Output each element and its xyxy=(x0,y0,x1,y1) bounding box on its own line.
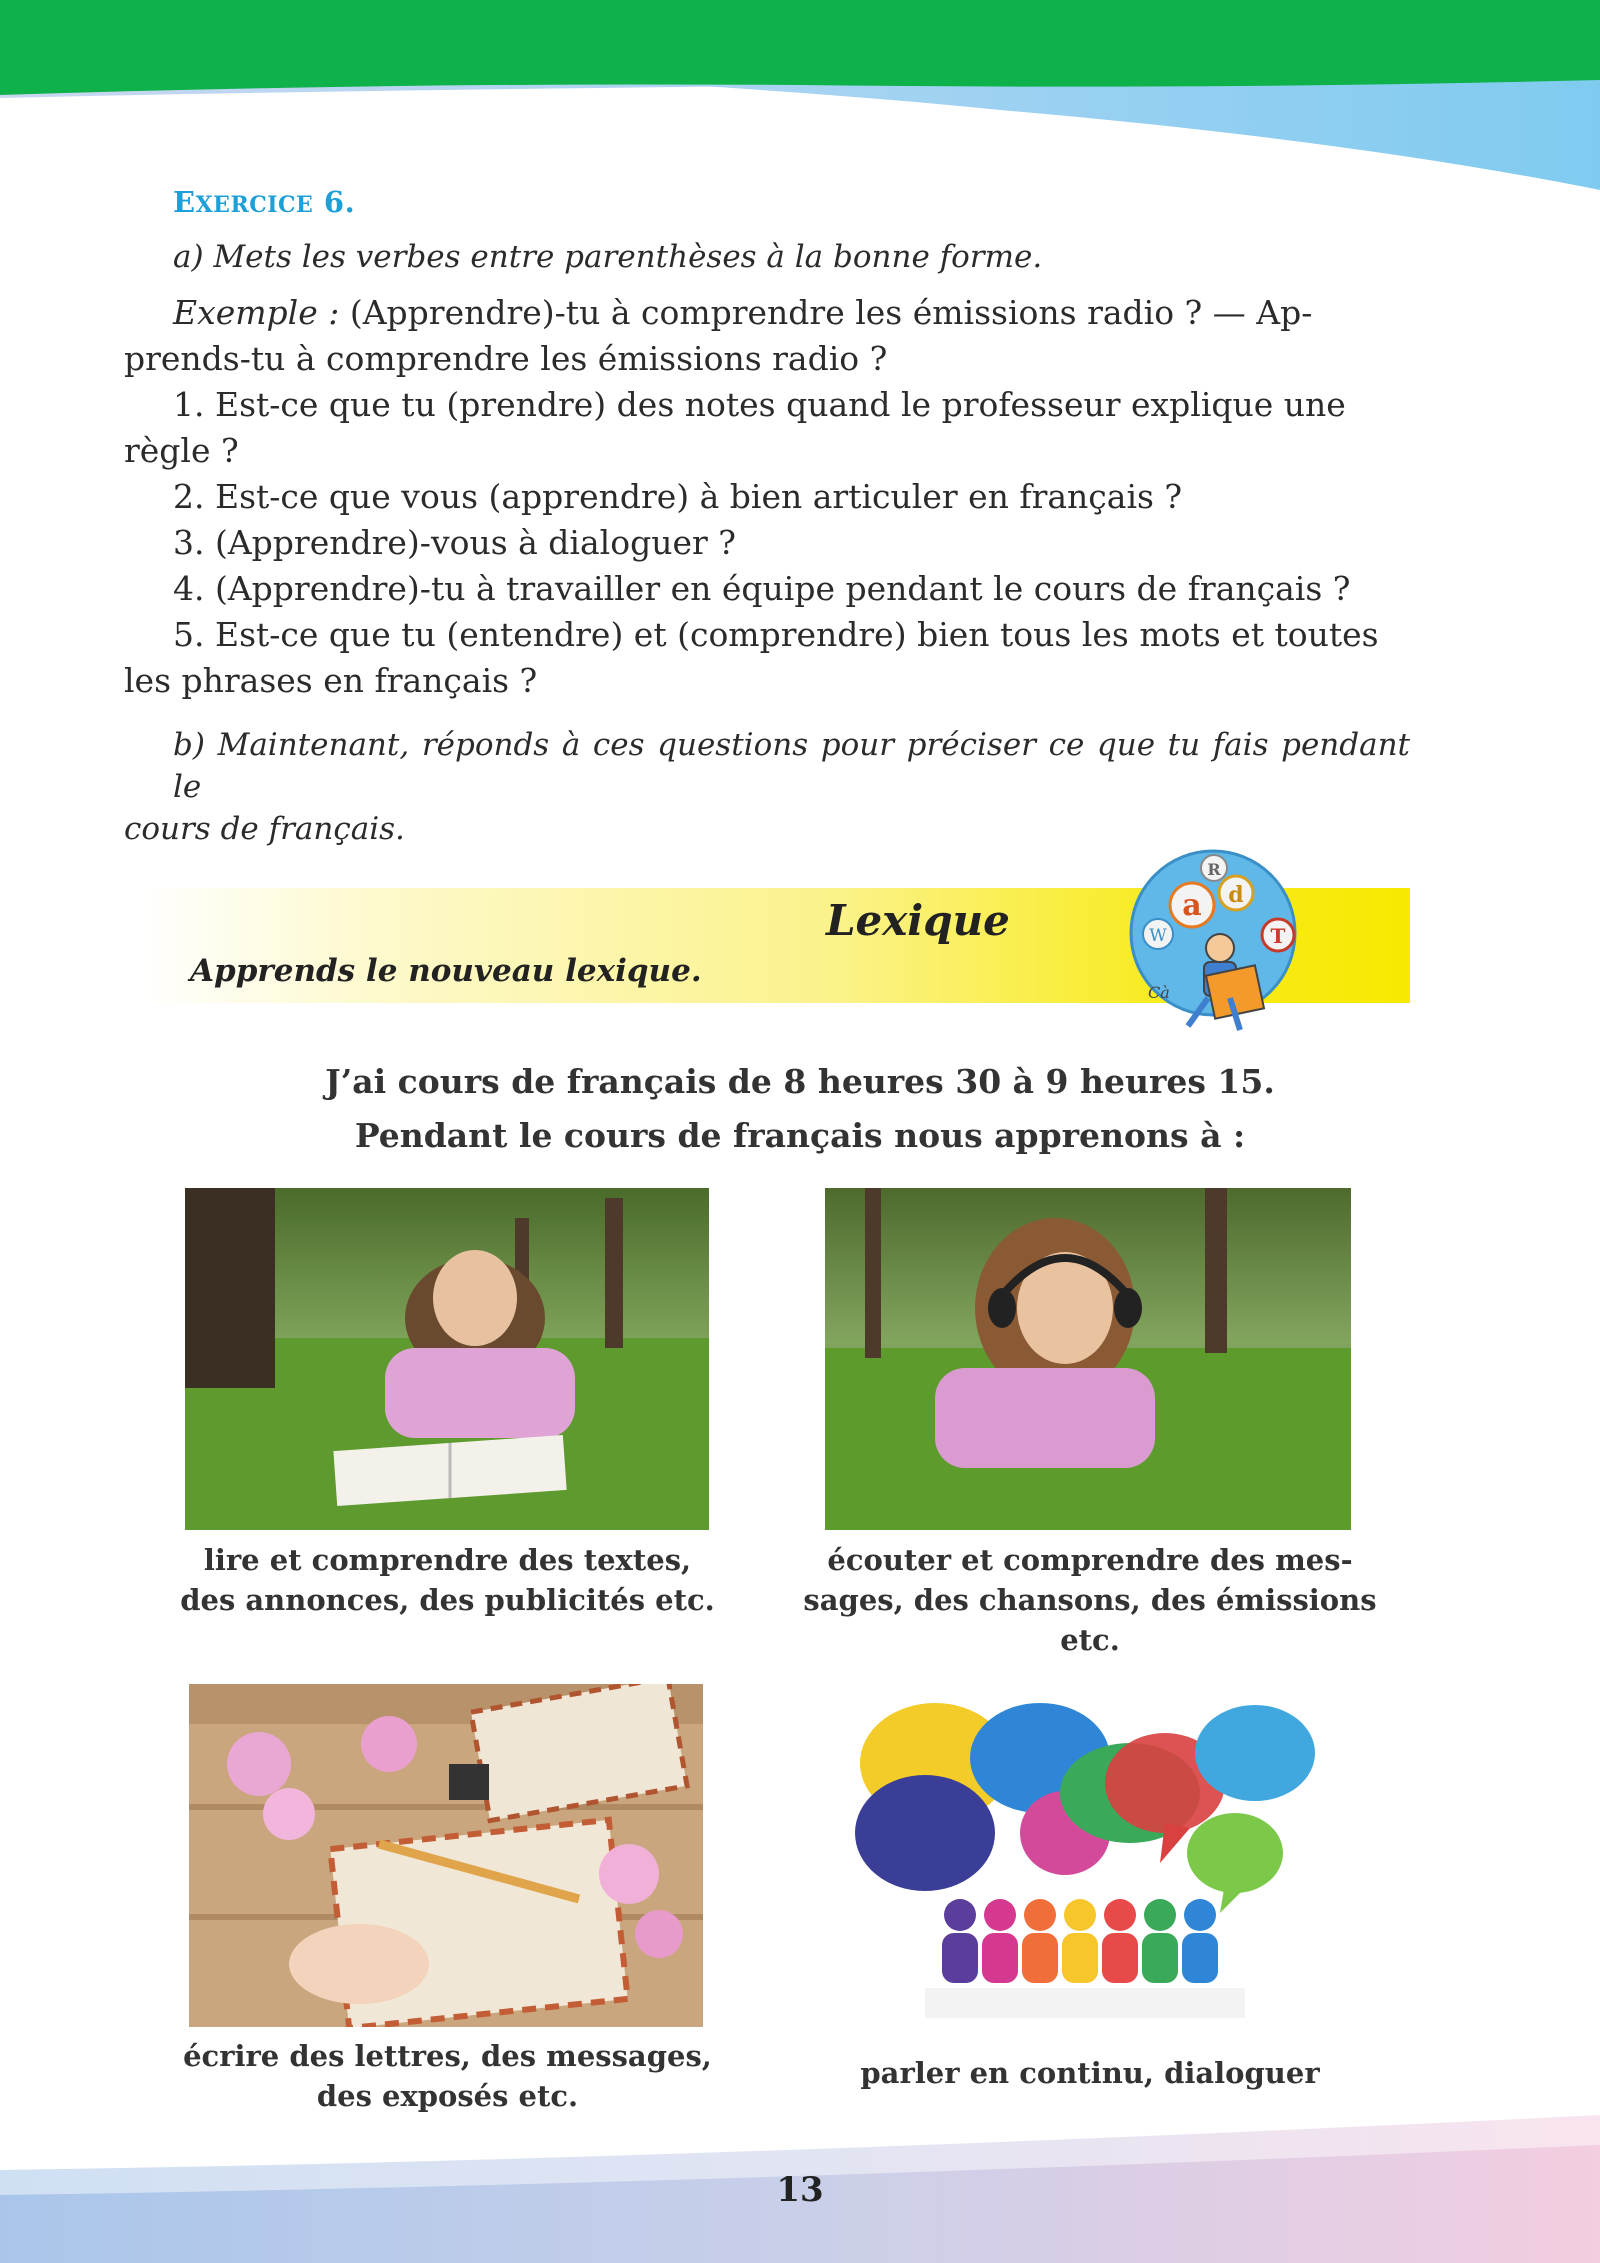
exercise-title-initial: E xyxy=(173,185,196,219)
reading-caption xyxy=(160,1540,735,1620)
letter-w: W xyxy=(1149,926,1167,946)
reading-caption-line-2: des annonces, des publicités etc. xyxy=(180,1583,715,1617)
reading-caption-line-1: lire et comprendre des textes, xyxy=(203,1543,692,1577)
part-a-instruction xyxy=(124,236,1410,278)
exercise-title-smallcaps: XERCICE xyxy=(195,192,314,218)
reading-girl-photo xyxy=(185,1188,709,1530)
example-text-1: (Apprendre)-tu à comprendre les émissions radio ? — Ap- xyxy=(349,293,1313,332)
exercise-body xyxy=(124,290,1410,704)
example-line xyxy=(124,290,1410,336)
letter-t: T xyxy=(1270,924,1286,948)
lexique-title: Lexique xyxy=(826,896,1010,945)
part-a-label: a) xyxy=(173,239,204,275)
item-1-line-2: règle ? xyxy=(124,431,239,470)
letter-d: d xyxy=(1228,882,1244,908)
listening-caption-line-1: écouter et comprendre des mes- xyxy=(827,1543,1353,1577)
part-b-instruction xyxy=(124,724,1410,850)
listening-caption xyxy=(790,1540,1390,1660)
speaking-caption xyxy=(790,2053,1390,2093)
lexique-letters-icon xyxy=(1118,848,1308,1038)
listening-caption-line-2: sages, des chansons, des émissions xyxy=(803,1583,1377,1617)
writing-caption-line-1: écrire des lettres, des messages, xyxy=(183,2039,712,2073)
lexique-subtitle: Apprends le nouveau lexique. xyxy=(190,953,702,989)
header-decoration xyxy=(0,0,1600,200)
item-5-line-1: 5. Est-ce que tu (entendre) et (comprendre) bien tous les mots et toutes xyxy=(173,615,1379,654)
intro-line-2: Pendant le cours de français nous apprenons à : xyxy=(354,1116,1246,1155)
example-label: Exemple : xyxy=(173,293,340,332)
speaking-caption-line-1: parler en continu, dialoguer xyxy=(860,2056,1320,2090)
writing-caption-line-2: des exposés etc. xyxy=(316,2079,579,2113)
item-1-line-1: 1. Est-ce que tu (prendre) des notes quand le professeur explique une xyxy=(173,385,1346,424)
intro-line-1: J’ai cours de français de 8 heures 30 à 9 heures 15. xyxy=(325,1062,1275,1101)
letter-ca: Cà xyxy=(1148,983,1170,1002)
page-number: 13 xyxy=(776,2170,824,2210)
exercise-number: 6. xyxy=(323,185,356,219)
part-b-text-1: Maintenant, réponds à ces questions pour préciser ce que tu fais pendant le xyxy=(173,727,1411,805)
writing-letter-photo xyxy=(189,1684,703,2027)
item-3: 3. (Apprendre)-vous à dialoguer ? xyxy=(173,523,736,562)
item-5-line-2: les phrases en français ? xyxy=(124,661,538,700)
letter-r: R xyxy=(1207,860,1221,879)
exercise-title xyxy=(173,185,355,219)
listening-girl-photo xyxy=(825,1188,1351,1530)
part-b-label: b) xyxy=(173,727,205,763)
example-text-2: prends-tu à comprendre les émissions radio ? xyxy=(124,339,888,378)
letter-a: a xyxy=(1182,888,1202,923)
part-b-text-2: cours de français. xyxy=(124,811,405,847)
speech-bubbles-illustration xyxy=(825,1683,1351,2037)
item-4: 4. (Apprendre)-tu à travailler en équipe pendant le cours de français ? xyxy=(173,569,1351,608)
listening-caption-line-3: etc. xyxy=(1060,1623,1120,1657)
item-2: 2. Est-ce que vous (apprendre) à bien articuler en français ? xyxy=(173,477,1183,516)
part-a-text: Mets les verbes entre parenthèses à la bonne forme. xyxy=(213,239,1043,275)
